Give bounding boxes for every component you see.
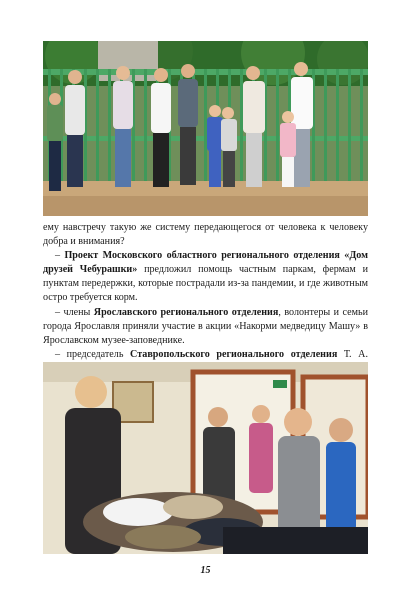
paragraph: [43, 221, 368, 249]
text-run: ему навстречу такую же систему передающегося от человека к человеку добра и внимания?: [43, 222, 368, 248]
paragraph: [43, 249, 368, 305]
clothes-sorting-photo: [43, 362, 368, 554]
clothes-sorting-illustration: [43, 362, 368, 554]
text-run: предложил помощь частным паркам, фермам и пунктам передержки, которые пострадали из-за пандемии, и где животным остро требуется корм.: [43, 264, 368, 304]
text-run: – председатель: [55, 348, 131, 360]
text-run: Т. А.: [343, 348, 368, 360]
group-photo-volunteers: [43, 41, 368, 216]
bold-text-run: Ярославского регионального отделения: [93, 306, 279, 318]
page-number: 15: [200, 565, 211, 576]
text-run: – члены: [55, 306, 94, 318]
paragraph: [43, 306, 368, 348]
text-run: , волонтеры и семьи города Ярославля приняли участие в акции «Накорми медведицу Машу» в Ярославском музее-заповеднике.: [43, 306, 368, 346]
bold-text-run: Ставропольского регионального отделения: [130, 348, 338, 360]
text-run: –: [55, 250, 65, 262]
bold-text-run: Проект Московского областного регионального отделения «Дом друзей Чебурашки»: [43, 250, 368, 276]
article-text: [43, 221, 368, 376]
group-photo-illustration: [43, 41, 368, 216]
